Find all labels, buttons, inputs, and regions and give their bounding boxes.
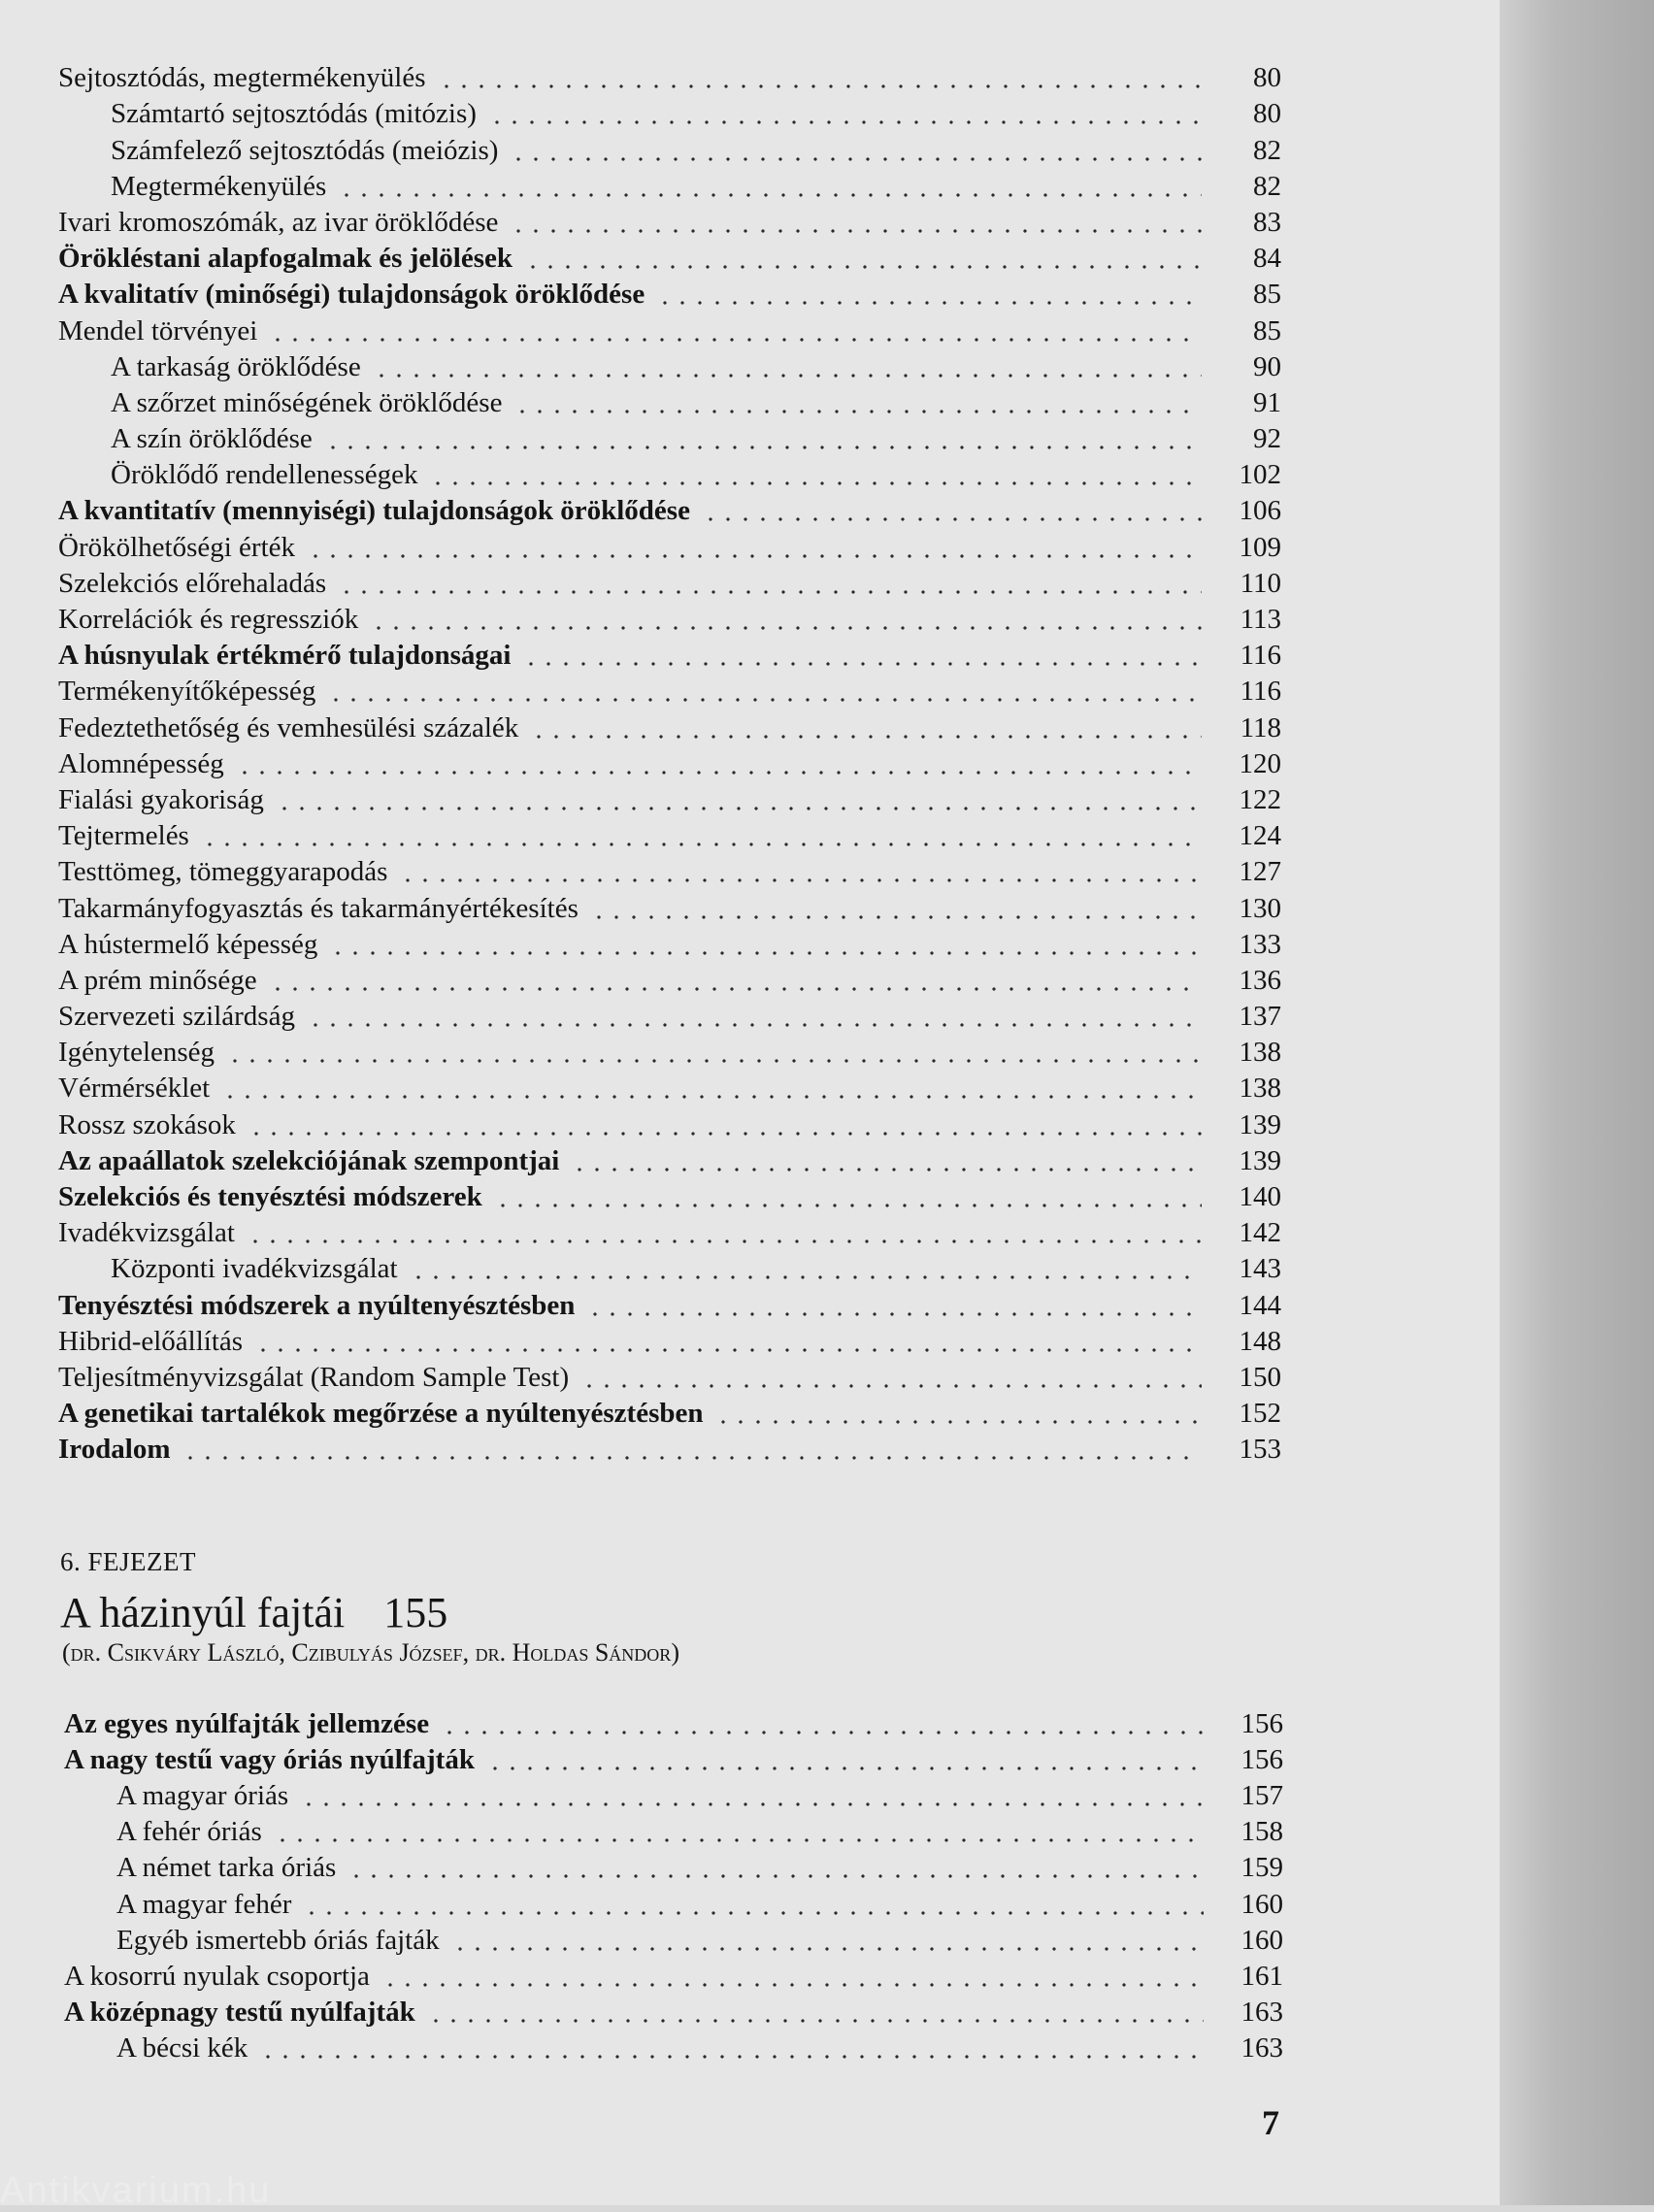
toc-entry-page: 136: [1239, 964, 1281, 996]
dot-leader: [451, 1947, 1204, 1951]
toc-entry-title: Szervezeti szilárdság: [58, 1001, 295, 1033]
chapter-label: 6. FEJEZET: [60, 1547, 196, 1576]
toc-entry-title: Testtömeg, tömeggyarapodás: [58, 856, 388, 888]
toc-entry-title: Termékenyítőképesség: [58, 676, 316, 708]
dot-leader: [329, 951, 1202, 955]
toc-entry-title: Örökölhetőségi érték: [58, 531, 296, 563]
dot-leader: [571, 1168, 1202, 1172]
toc-entry-title: Számtartó sejtosztódás (mitózis): [111, 98, 477, 130]
toc-entry: [58, 169, 1281, 205]
toc-entry-page: 139: [1239, 1144, 1281, 1176]
dot-leader: [347, 1874, 1204, 1878]
toc-entry-title: Korrelációk és regressziók: [58, 604, 359, 635]
toc-entry-page: 113: [1240, 604, 1281, 635]
toc-entry: [58, 349, 1281, 385]
toc-entry-title: Teljesítményvizsgálat (Random Sample Test): [58, 1361, 570, 1393]
toc-entry-title: Ivadékvizsgálat: [58, 1217, 235, 1249]
toc-entry-title: Fedeztethetőség és vemhesülési százalék: [58, 711, 519, 743]
dot-leader: [338, 193, 1202, 197]
toc-entry-page: 156: [1240, 1744, 1283, 1776]
toc-entry-page: 85: [1253, 279, 1281, 311]
dot-leader: [586, 1312, 1202, 1316]
toc-entry: [58, 1432, 1281, 1468]
dot-leader: [324, 446, 1202, 449]
toc-entry: [58, 1035, 1281, 1071]
toc-entry-title: A tarkaság öröklődése: [111, 350, 361, 382]
toc-entry: [58, 1251, 1281, 1287]
toc-entry-title: A kvalitatív (minőségi) tulajdonságok öröklődése: [58, 279, 645, 311]
toc-list-bottom: [64, 1706, 1283, 2066]
toc-entry: [58, 1324, 1281, 1360]
dot-leader: [300, 1802, 1204, 1806]
toc-entry-page: 116: [1240, 640, 1281, 672]
toc-entry-page: 106: [1239, 495, 1281, 527]
toc-entry: [58, 890, 1281, 926]
dot-leader: [373, 374, 1202, 378]
toc-entry: [58, 1287, 1281, 1323]
toc-entry-title: A magyar óriás: [116, 1780, 289, 1812]
toc-entry-page: 148: [1239, 1325, 1281, 1357]
toc-entry: [64, 1959, 1283, 1995]
toc-entry-title: Fialási gyakoriság: [58, 783, 264, 815]
toc-entry: [64, 1706, 1283, 1742]
toc-entry-page: 156: [1240, 1708, 1283, 1740]
toc-entry-page: 140: [1239, 1181, 1281, 1212]
toc-entry-title: Vérmérséklet: [58, 1073, 211, 1105]
toc-entry: [58, 385, 1281, 421]
toc-entry: [64, 2030, 1283, 2066]
dot-leader: [370, 626, 1202, 630]
toc-entry: [58, 421, 1281, 457]
toc-entry-title: Rossz szokások: [58, 1108, 236, 1140]
toc-entry: [58, 493, 1281, 529]
toc-entry-page: 163: [1240, 2031, 1283, 2063]
chapter-title-page: 155: [383, 1589, 448, 1636]
toc-entry: [58, 963, 1281, 999]
toc-entry-title: Az apaállatok szelekciójának szempontjai: [58, 1144, 560, 1176]
toc-entry: [58, 1215, 1281, 1251]
toc-entry: [64, 1923, 1283, 1959]
toc-entry-title: A prém minősége: [58, 964, 257, 996]
toc-entry-page: 82: [1253, 134, 1281, 166]
dot-leader: [254, 1348, 1202, 1352]
toc-entry: [58, 566, 1281, 602]
toc-entry-page: 83: [1253, 206, 1281, 238]
toc-entry-title: Igénytelenség: [58, 1037, 215, 1069]
toc-entry-page: 137: [1239, 1001, 1281, 1033]
toc-entry-title: A hústermelő képesség: [58, 928, 318, 960]
toc-entry-title: A kvantitatív (mennyiségi) tulajdonságok öröklődése: [58, 495, 690, 527]
toc-entry: [58, 1396, 1281, 1432]
toc-entry-title: Takarmányfogyasztás és takarmányértékesítés: [58, 892, 579, 924]
dot-leader: [303, 1911, 1204, 1915]
toc-entry-title: Ivari kromoszómák, az ivar öröklődése: [58, 206, 499, 238]
toc-entry-page: 92: [1253, 423, 1281, 455]
toc-entry-page: 118: [1240, 711, 1281, 743]
toc-list-top: [58, 60, 1281, 1468]
toc-entry: [58, 241, 1281, 277]
dot-leader: [429, 481, 1202, 485]
toc-entry-title: A fehér óriás: [116, 1816, 262, 1848]
dot-leader: [580, 1384, 1202, 1388]
toc-entry-page: 139: [1239, 1108, 1281, 1140]
chapter-authors: (dr. Csikváry László, Czibulyás József, dr. Holdas Sándor): [62, 1638, 679, 1667]
toc-entry: [58, 1360, 1281, 1396]
toc-entry: [58, 529, 1281, 565]
dot-leader: [269, 987, 1202, 991]
toc-entry: [58, 457, 1281, 493]
dot-leader: [269, 338, 1202, 342]
toc-entry-title: Számfelező sejtosztódás (meiózis): [111, 134, 499, 166]
dot-leader: [510, 229, 1202, 233]
toc-entry-title: A bécsi kék: [116, 2031, 248, 2063]
toc-entry-page: 143: [1239, 1253, 1281, 1285]
toc-entry-title: A magyar fehér: [116, 1888, 292, 1920]
toc-entry-title: A szőrzet minőségének öröklődése: [111, 386, 503, 418]
dot-leader: [338, 590, 1202, 594]
toc-entry-page: 157: [1240, 1780, 1283, 1812]
toc-entry: [58, 927, 1281, 963]
toc-entry-page: 82: [1253, 170, 1281, 202]
toc-entry-title: Központi ivadékvizsgálat: [111, 1253, 398, 1285]
toc-entry: [58, 746, 1281, 782]
toc-entry-page: 160: [1240, 1888, 1283, 1920]
toc-entry: [64, 1886, 1283, 1922]
dot-leader: [438, 84, 1202, 88]
toc-entry-page: 110: [1240, 567, 1281, 599]
toc-entry-page: 122: [1239, 783, 1281, 815]
toc-entry-page: 80: [1253, 62, 1281, 94]
toc-entry: [58, 1179, 1281, 1215]
toc-entry-title: Tenyésztési módszerek a nyúltenyésztésben: [58, 1289, 576, 1321]
toc-entry-title: Örökléstani alapfogalmak és jelölések: [58, 243, 513, 275]
toc-entry-page: 85: [1253, 314, 1281, 347]
dot-leader: [381, 1983, 1204, 1987]
toc-entry-page: 158: [1240, 1816, 1283, 1848]
watermark: Antikvarium.hu: [0, 2170, 272, 2211]
toc-entry-title: Hibrid-előállítás: [58, 1325, 244, 1357]
dot-leader: [236, 771, 1202, 775]
toc-entry: [58, 818, 1281, 854]
toc-entry-page: 116: [1240, 676, 1281, 708]
toc-entry: [58, 999, 1281, 1035]
toc-entry-title: Szelekciós és tenyésztési módszerek: [58, 1181, 482, 1212]
toc-entry-page: 152: [1239, 1398, 1281, 1430]
dot-leader: [259, 2055, 1204, 2059]
dot-leader: [226, 1059, 1202, 1063]
toc-entry-title: Sejtosztódás, megtermékenyülés: [58, 62, 426, 94]
toc-entry-title: Alomnépesség: [58, 747, 224, 779]
toc-entry-page: 120: [1239, 747, 1281, 779]
toc-entry: [58, 782, 1281, 818]
page-folio: 7: [1262, 2103, 1279, 2142]
toc-entry: [58, 1071, 1281, 1106]
dot-leader: [441, 1731, 1204, 1734]
toc-entry-title: A német tarka óriás: [116, 1852, 337, 1884]
toc-entry-page: 150: [1239, 1361, 1281, 1393]
toc-entry: [58, 96, 1281, 132]
dot-leader: [524, 265, 1202, 269]
dot-leader: [399, 878, 1202, 882]
dot-leader: [513, 410, 1202, 413]
chapter-title-text: A házinyúl fajtái: [60, 1589, 346, 1636]
toc-entry: [58, 710, 1281, 745]
dot-leader: [522, 662, 1202, 666]
toc-entry-page: 153: [1239, 1434, 1281, 1466]
toc-entry-title: Tejtermelés: [58, 820, 189, 852]
toc-entry-title: A nagy testű vagy óriás nyúlfajták: [64, 1744, 475, 1776]
dot-leader: [274, 1838, 1204, 1842]
toc-entry-page: 138: [1239, 1037, 1281, 1069]
toc-entry-page: 84: [1253, 243, 1281, 275]
toc-entry-page: 109: [1239, 531, 1281, 563]
dot-leader: [276, 807, 1202, 810]
dot-leader: [201, 842, 1202, 846]
toc-entry: [58, 277, 1281, 313]
dot-leader: [182, 1456, 1202, 1460]
toc-entry-page: 124: [1239, 820, 1281, 852]
dot-leader: [510, 157, 1202, 161]
toc-entry: [58, 205, 1281, 241]
toc-entry: [64, 1850, 1283, 1886]
toc-entry-page: 142: [1239, 1217, 1281, 1249]
dot-leader: [656, 301, 1202, 305]
toc-entry-page: 159: [1240, 1852, 1283, 1884]
dot-leader: [247, 1239, 1202, 1243]
toc-entry-page: 144: [1239, 1289, 1281, 1321]
dot-leader: [590, 915, 1202, 919]
dot-leader: [714, 1420, 1202, 1424]
toc-entry: [64, 1778, 1283, 1814]
toc-entry-page: 163: [1240, 1996, 1283, 2028]
toc-entry-title: Irodalom: [58, 1434, 171, 1466]
dot-leader: [327, 698, 1202, 702]
toc-entry: [64, 1742, 1283, 1778]
dot-leader: [307, 1023, 1202, 1027]
toc-entry-page: 138: [1239, 1073, 1281, 1105]
toc-entry-title: A középnagy testű nyúlfajták: [64, 1996, 415, 2028]
toc-entry-title: Öröklődő rendellenességek: [111, 459, 418, 491]
toc-entry: [64, 1995, 1283, 2030]
toc-entry: [58, 854, 1281, 890]
toc-entry: [58, 1106, 1281, 1142]
dot-leader: [410, 1275, 1202, 1279]
toc-entry-page: 133: [1239, 928, 1281, 960]
toc-entry-title: Megtermékenyülés: [111, 170, 327, 202]
toc-entry-page: 130: [1239, 892, 1281, 924]
toc-entry-page: 102: [1239, 459, 1281, 491]
toc-entry-title: Egyéb ismertebb óriás fajták: [116, 1924, 440, 1956]
toc-entry-title: Mendel törvényei: [58, 314, 258, 347]
toc-entry: [64, 1814, 1283, 1850]
toc-entry-page: 161: [1240, 1960, 1283, 1992]
dot-leader: [427, 2019, 1204, 2023]
dot-leader: [494, 1204, 1202, 1207]
page-edge-shadow: [1500, 0, 1654, 2205]
dot-leader: [248, 1132, 1202, 1136]
toc-entry: [58, 1143, 1281, 1179]
toc-entry: [58, 602, 1281, 638]
toc-entry: [58, 60, 1281, 96]
toc-entry-page: 90: [1253, 350, 1281, 382]
toc-entry-page: 91: [1253, 386, 1281, 418]
toc-entry: [58, 638, 1281, 674]
toc-entry-title: Az egyes nyúlfajták jellemzése: [64, 1708, 430, 1740]
dot-leader: [221, 1095, 1202, 1099]
dot-leader: [530, 735, 1202, 739]
toc-entry-title: A szín öröklődése: [111, 423, 313, 455]
chapter-title: [60, 1588, 447, 1637]
dot-leader: [702, 517, 1202, 521]
toc-entry: [58, 313, 1281, 348]
toc-entry: [58, 132, 1281, 168]
toc-entry-title: A kosorrú nyulak csoportja: [64, 1960, 370, 1992]
toc-entry-title: A genetikai tartalékok megőrzése a nyúltenyésztésben: [58, 1398, 704, 1430]
toc-entry-title: A húsnyulak értékmérő tulajdonságai: [58, 640, 512, 672]
toc-entry-page: 80: [1253, 98, 1281, 130]
toc-entry-title: Szelekciós előrehaladás: [58, 567, 327, 599]
dot-leader: [488, 120, 1202, 124]
dot-leader: [307, 554, 1202, 558]
toc-entry: [58, 674, 1281, 710]
toc-entry-page: 160: [1240, 1924, 1283, 1956]
toc-entry-page: 127: [1239, 856, 1281, 888]
dot-leader: [486, 1766, 1204, 1770]
